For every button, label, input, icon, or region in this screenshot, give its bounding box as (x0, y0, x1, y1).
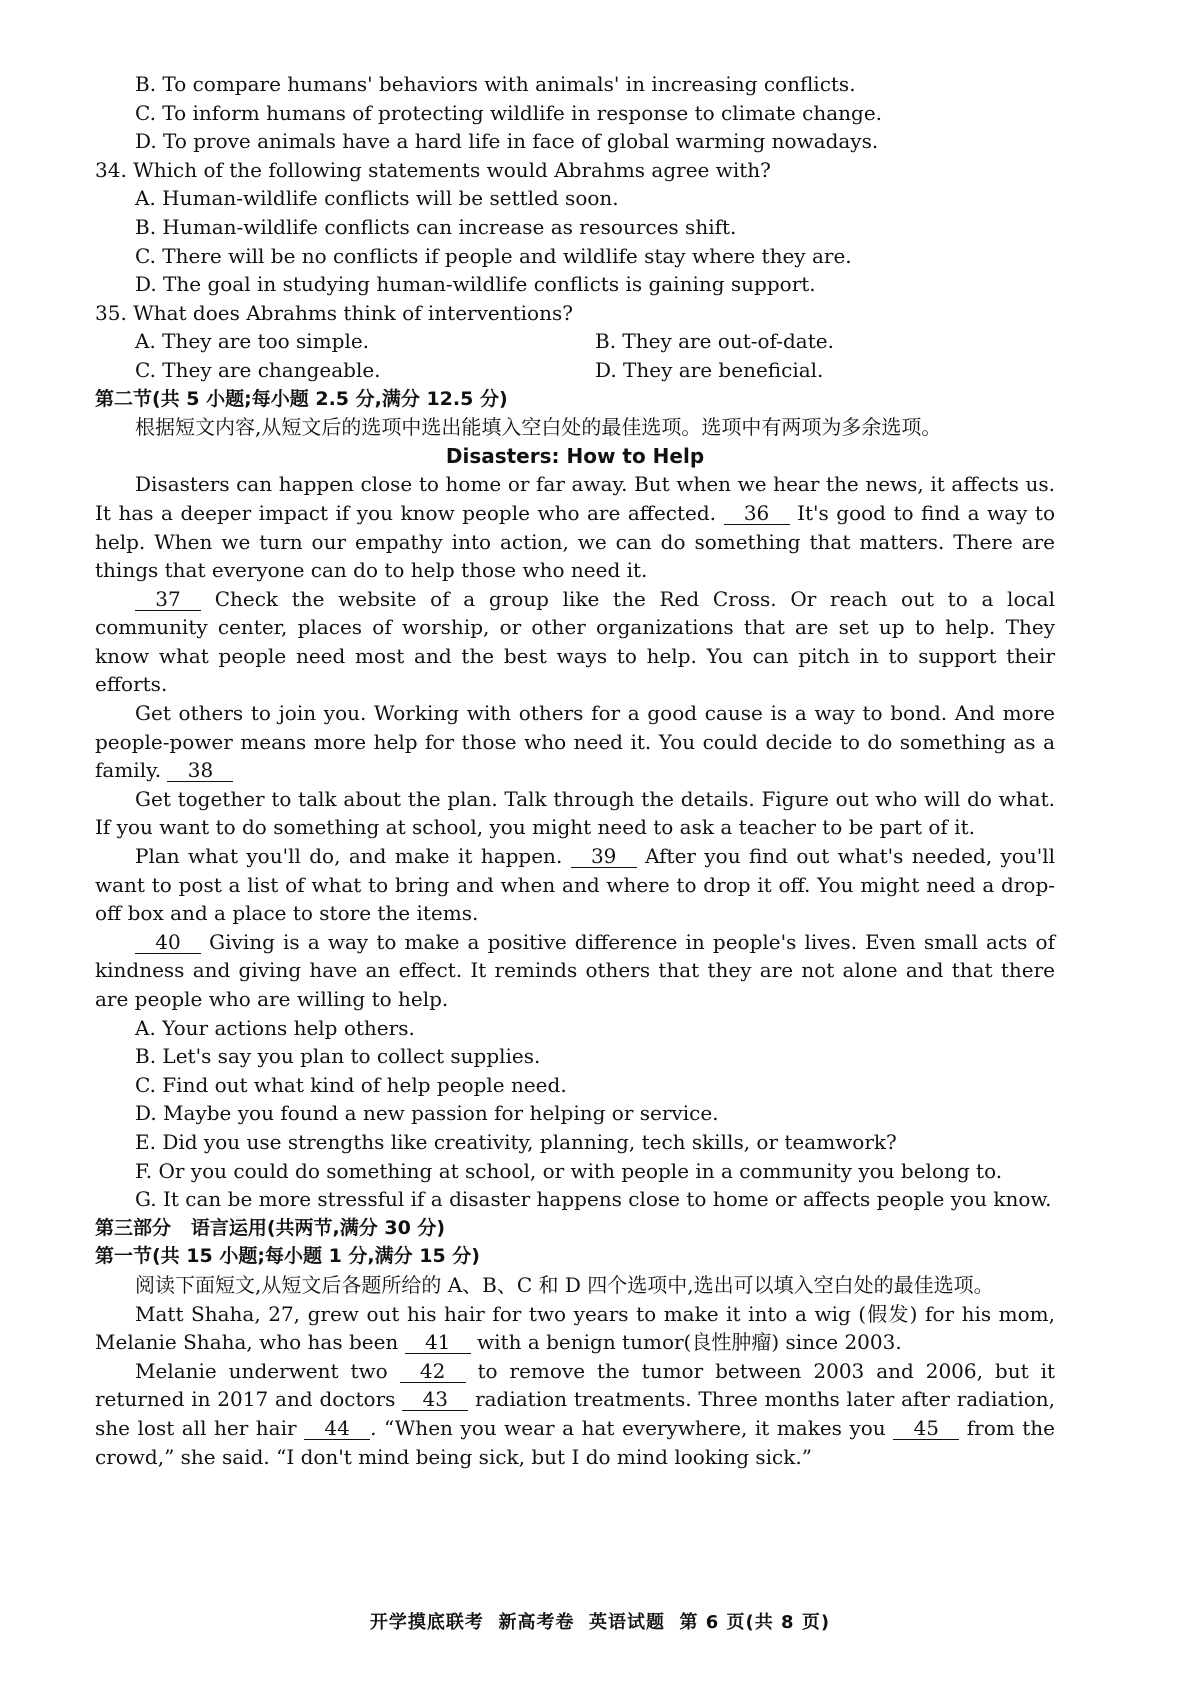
blank-38: 38 (167, 759, 233, 782)
passage-title: Disasters: How to Help (445, 443, 705, 468)
page-footer: 开学摸底联考 新高考卷 英语试题 第 6 页(共 8 页) (369, 1612, 831, 1633)
paragraph-text: Giving is a way to make a positive difference in people's lives. Even small acts of kindness and giving have an effect. It reminds others that they are not alone and that there are people who are willing to help. (95, 929, 1056, 1011)
section2-instruction: 根据短文内容,从短文后的选项中选出能填入空白处的最佳选项。选项中有两项为多余选项。 (135, 415, 942, 440)
blank-39: 39 (571, 845, 637, 868)
passage-paragraph-5 (95, 842, 1055, 928)
paragraph-text: After you find out what's needed, you'll want to post a list of what to bring and when and where to drop it off. You might need a drop-off box and a place to store the items. (95, 844, 1056, 926)
blank-37: 37 (135, 588, 201, 611)
passage-paragraph-6 (95, 928, 1055, 1014)
paragraph-text: . “When you wear a hat everywhere, it makes you (370, 1415, 886, 1440)
q33-option-d: D. To prove animals have a hard life in face of global warming nowadays. (135, 129, 879, 154)
paragraph-text: to remove the tumor between 2003 and 2006, but it returned in 2017 and doctors (95, 1358, 1055, 1412)
q34-option-b: B. Human-wildlife conflicts can increase as resources shift. (135, 214, 737, 239)
blank-41: 41 (405, 1331, 471, 1354)
page-content (95, 70, 1055, 1471)
section2-option-g: G. It can be more stressful if a disaster happens close to home or affects people you know. (135, 1187, 1052, 1212)
q33-option-b: B. To compare humans' behaviors with animals' in increasing conflicts. (135, 72, 856, 96)
section2-option-c: C. Find out what kind of help people need. (135, 1072, 567, 1097)
q34-option-a: A. Human-wildlife conflicts will be settled soon. (135, 186, 619, 211)
section2-option-a: A. Your actions help others. (135, 1015, 415, 1040)
section2-option-d: D. Maybe you found a new passion for helping or service. (135, 1101, 719, 1126)
paragraph-text: Plan what you'll do, and make it happen. (135, 844, 563, 869)
q35-option-a: A. They are too simple. (135, 329, 370, 354)
paragraph-text: with a benign tumor(良性肿瘤) since 2003. (477, 1330, 902, 1355)
q35-option-d: D. They are beneficial. (595, 357, 824, 382)
part3-instruction: 阅读下面短文,从短文后各题所给的 A、B、C 和 D 四个选项中,选出可以填入空白处的最佳选项。 (135, 1272, 994, 1297)
passage-paragraph-3 (95, 699, 1055, 785)
blank-45: 45 (893, 1417, 959, 1440)
passage-paragraph-4: Get together to talk about the plan. Talk through the details. Figure out who will do what. If you want to do something at school, you might need to ask a teacher to be part of it. (95, 786, 1055, 840)
paragraph-text: Disasters can happen close to home or far away. But when we hear the news, it affects us. It has a deeper impact if you know people who are affected. (95, 472, 1055, 525)
q34-option-d: D. The goal in studying human-wildlife conflicts is gaining support. (135, 272, 816, 297)
blank-42: 42 (400, 1360, 466, 1383)
blank-40: 40 (135, 931, 201, 954)
blank-36: 36 (724, 502, 790, 525)
q35-option-b: B. They are out-of-date. (595, 329, 834, 354)
paragraph-text: Check the website of a group like the Red Cross. Or reach out to a local community center, places of worship, or other organizations that are set up to help. They know what people need most and the best ways to help. You can pitch in to support their efforts. (95, 586, 1056, 697)
blank-43: 43 (402, 1388, 468, 1411)
q35-options-row-1 (95, 327, 1055, 356)
q34-option-c: C. There will be no conflicts if people and wildlife stay where they are. (135, 243, 852, 268)
q34-stem: 34. Which of the following statements would Abrahms agree with? (95, 157, 771, 182)
cloze-paragraph-1 (95, 1300, 1055, 1357)
passage-paragraph-2 (95, 585, 1055, 699)
q35-stem: 35. What does Abrahms think of interventions? (95, 300, 573, 325)
part3-heading: 第三部分 语言运用(共两节,满分 30 分) (95, 1216, 446, 1239)
q35-option-c: C. They are changeable. (135, 357, 381, 382)
section2-option-f: F. Or you could do something at school, or with people in a community you belong to. (135, 1158, 1003, 1183)
paragraph-text: radiation treatments. Three months later after radiation, she lost all her hair (95, 1387, 1056, 1440)
q33-option-c: C. To inform humans of protecting wildlife in response to climate change. (135, 100, 883, 125)
section2-option-e: E. Did you use strengths like creativity, planning, tech skills, or teamwork? (135, 1129, 897, 1154)
section2-option-b: B. Let's say you plan to collect supplies. (135, 1044, 541, 1069)
paragraph-text: Matt Shaha, 27, grew out his hair for two years to make it into a wig (假发) for his mom, Melanie Shaha, who has been (95, 1301, 1055, 1355)
passage-paragraph-1 (95, 470, 1055, 584)
cloze-paragraph-2 (95, 1357, 1055, 1471)
paragraph-text: Get others to join you. Working with others for a good cause is a way to bond. And more people-power means more help for those who need it. You could decide to do something as a family. (95, 701, 1055, 783)
paragraph-text: It's good to find a way to help. When we turn our empathy into action, we can do something that matters. There are things that everyone can do to help those who need it. (95, 500, 1055, 583)
q35-options-row-2 (95, 356, 1055, 385)
paragraph-text: from the crowd,” she said. “I don't mind being sick, but I do mind looking sick.” (95, 1415, 1056, 1469)
section2-heading: 第二节(共 5 小题;每小题 2.5 分,满分 12.5 分) (95, 387, 508, 410)
paragraph-text: Melanie underwent two (135, 1358, 388, 1383)
part3-section1-heading: 第一节(共 15 小题;每小题 1 分,满分 15 分) (95, 1245, 480, 1268)
blank-44: 44 (304, 1417, 370, 1440)
